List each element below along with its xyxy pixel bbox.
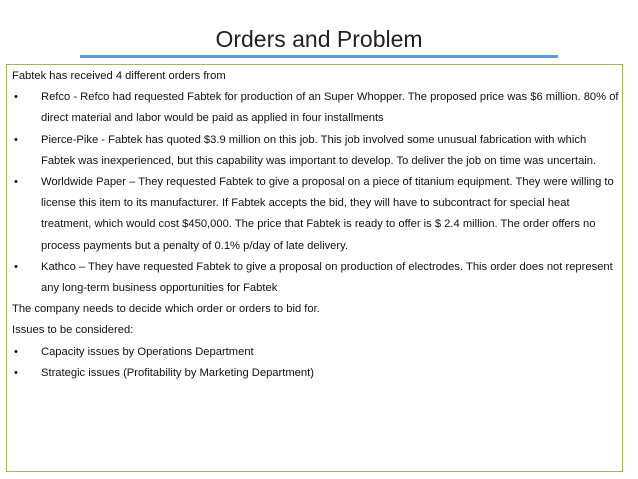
decision-text: The company needs to decide which order or orders to bid for. [12, 303, 320, 316]
order-text: Refco - Refco had requested Fabtek for production of an Super Whopper. The proposed price was $6 million. 80% of direct material and labor would be paid as applied in four installments [41, 91, 619, 125]
order-item-kathco [12, 257, 620, 299]
intro-text: Fabtek has received 4 different orders from [12, 70, 226, 82]
slide-content [12, 66, 620, 384]
issues-heading: Issues to be considered: [12, 324, 134, 337]
bullet-icon: • [14, 366, 18, 379]
bullet-icon: • [14, 176, 18, 189]
issue-item-strategic [12, 363, 620, 384]
bullet-icon: • [14, 260, 18, 273]
order-text: Pierce-Pike - Fabtek has quoted $3.9 million on this job. This job involved some unusual fabrication with which Fabtek was inexperienced, but this capability was important to develop. To deliver the job on time was uncertain. [41, 133, 597, 167]
bullet-icon: • [14, 133, 18, 146]
issue-text: Strategic issues (Profitability by Marketing Department) [41, 366, 314, 379]
order-item-refco [12, 87, 620, 129]
issue-item-capacity [12, 342, 620, 363]
issue-text: Capacity issues by Operations Department [41, 345, 254, 358]
order-item-pierce-pike [12, 130, 620, 172]
order-text: Kathco – They have requested Fabtek to give a proposal on production of electrodes. This order does not represent any long-term business opportunities for Fabtek [41, 260, 613, 295]
bullet-icon: • [14, 91, 18, 104]
slide-title: Orders and Problem [215, 26, 423, 52]
bullet-icon: • [14, 345, 18, 358]
order-item-worldwide-paper [12, 172, 620, 257]
title-underline [80, 55, 558, 58]
order-text: Worldwide Paper – They requested Fabtek to give a proposal on a piece of titanium equipment. They were willing to license this item to its manufacturer. If Fabtek accepts the bid, they will have to subcontract for special heat treatment, which would cost $450,000. The price that Fabtek is ready to offer is $ 2.4 million. The order offers no process payments but a penalty of 0.1% p/day of late delivery. [41, 176, 614, 252]
